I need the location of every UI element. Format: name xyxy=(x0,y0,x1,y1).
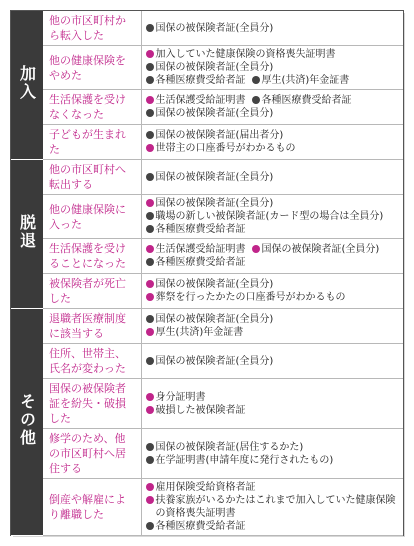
document-line xyxy=(146,256,400,269)
document-line xyxy=(146,142,400,155)
table-row xyxy=(11,429,403,479)
pink-bullet-icon xyxy=(146,328,154,336)
pink-bullet-icon xyxy=(146,293,154,301)
document-item xyxy=(146,494,400,520)
pink-bullet-icon xyxy=(146,406,154,414)
required-documents-cell xyxy=(141,125,403,160)
group-label: 脱退 xyxy=(17,214,37,250)
document-line xyxy=(146,107,400,120)
document-text: 国保の被保険者証(全員分) xyxy=(155,198,274,209)
document-text: 加入していた健康保険の資格喪失証明書 xyxy=(155,49,336,60)
document-text: 国保の被保険者証(全員分) xyxy=(155,171,274,183)
table-row xyxy=(11,479,403,536)
required-documents-cell xyxy=(141,379,403,429)
group-label-cell xyxy=(11,160,43,309)
document-line xyxy=(146,74,400,87)
document-line xyxy=(146,355,400,368)
document-line xyxy=(146,481,400,494)
document-item xyxy=(146,404,246,417)
document-item xyxy=(146,355,274,368)
gray-bullet-icon xyxy=(146,443,154,451)
document-line xyxy=(146,94,400,107)
procedures-table xyxy=(11,11,403,536)
document-line xyxy=(146,313,400,326)
document-item xyxy=(146,142,296,155)
table-row xyxy=(11,379,403,429)
document-line xyxy=(146,48,400,61)
situation-cell: 国保の被保険者証を紛失・破損した xyxy=(43,379,141,429)
document-item xyxy=(146,291,346,304)
gray-bullet-icon xyxy=(146,456,154,464)
document-line xyxy=(146,171,400,184)
document-item xyxy=(146,210,384,223)
situation-cell: 生活保護を受けなくなった xyxy=(43,90,141,125)
pink-bullet-icon xyxy=(252,245,260,253)
document-text: 扶養家族がいるかたはこれまで加入していた健康保険の資格喪失証明書 xyxy=(155,495,396,519)
gray-bullet-icon xyxy=(252,76,260,84)
document-item xyxy=(146,22,274,35)
required-documents-cell xyxy=(141,274,403,309)
pink-bullet-icon xyxy=(146,50,154,58)
document-item xyxy=(146,278,274,291)
gray-bullet-icon xyxy=(146,522,154,530)
document-item xyxy=(146,223,246,236)
document-text: 国保の被保険者証(全員分) xyxy=(261,244,380,255)
required-documents-cell xyxy=(141,160,403,195)
document-text: 国保の被保険者証(全員分) xyxy=(155,314,274,325)
table-row xyxy=(11,309,403,344)
table-row xyxy=(11,239,403,274)
document-text: 厚生(共済)年金証書 xyxy=(155,327,244,338)
document-text: 各種医療費受給者証 xyxy=(155,521,246,532)
situation-cell: 他の市区町村から転入した xyxy=(43,11,141,46)
pink-bullet-icon xyxy=(146,96,154,104)
situation-cell: 倒産や解雇により離職した xyxy=(43,479,141,536)
document-text: 国保の被保険者証(全員分) xyxy=(155,108,274,119)
gray-bullet-icon xyxy=(146,225,154,233)
gray-bullet-icon xyxy=(146,131,154,139)
required-documents-cell xyxy=(141,239,403,274)
situation-cell: 他の健康保険をやめた xyxy=(43,46,141,90)
document-line xyxy=(146,278,400,291)
gray-bullet-icon xyxy=(146,24,154,32)
document-text: 各種医療費受給者証 xyxy=(155,75,246,86)
gray-bullet-icon xyxy=(146,258,154,266)
situation-cell: 退職者医療制度に該当する xyxy=(43,309,141,344)
document-item xyxy=(146,481,256,494)
document-item xyxy=(146,391,206,404)
document-item xyxy=(146,48,336,61)
document-text: 破損した被保険者証 xyxy=(155,404,246,416)
document-text: 各種医療費受給者証 xyxy=(155,224,246,235)
pink-bullet-icon xyxy=(146,245,154,253)
document-text: 国保の被保険者証(全員分) xyxy=(155,279,274,290)
document-text: 葬祭を行ったかたの口座番号がわかるもの xyxy=(155,292,346,303)
situation-cell: 生活保護を受けることになった xyxy=(43,239,141,274)
pink-bullet-icon xyxy=(146,483,154,491)
situation-cell: 住所、世帯主、氏名が変わった xyxy=(43,344,141,379)
required-documents-cell xyxy=(141,90,403,125)
document-line xyxy=(146,326,400,339)
document-text: 身分証明書 xyxy=(155,391,206,403)
gray-bullet-icon xyxy=(146,173,154,181)
group-label-cell xyxy=(11,11,43,160)
pink-bullet-icon xyxy=(146,496,154,504)
document-item xyxy=(252,94,352,107)
document-line xyxy=(146,454,400,467)
document-line xyxy=(146,197,400,210)
document-line xyxy=(146,22,400,35)
document-text: 世帯主の口座番号がわかるもの xyxy=(155,143,296,154)
pink-bullet-icon xyxy=(146,144,154,152)
document-line xyxy=(146,243,400,256)
situation-cell: 他の市区町村へ転出する xyxy=(43,160,141,195)
pink-bullet-icon xyxy=(146,280,154,288)
table-row xyxy=(11,195,403,239)
table-row xyxy=(11,90,403,125)
situation-cell: 修学のため、他の市区町村へ居住する xyxy=(43,429,141,479)
document-item xyxy=(146,74,246,87)
document-line xyxy=(146,441,400,454)
gray-bullet-icon xyxy=(146,315,154,323)
document-line xyxy=(146,210,400,223)
document-line xyxy=(146,129,400,142)
document-line xyxy=(146,291,400,304)
document-item xyxy=(146,256,246,269)
document-text: 国保の被保険者証(届出者分) xyxy=(155,130,284,141)
situation-cell: 他の健康保険に入った xyxy=(43,195,141,239)
document-text: 国保の被保険者証(全員分) xyxy=(155,62,274,73)
document-text: 各種医療費受給者証 xyxy=(261,95,352,106)
pink-bullet-icon xyxy=(146,199,154,207)
table-row xyxy=(11,274,403,309)
gray-bullet-icon xyxy=(146,63,154,71)
pink-bullet-icon xyxy=(146,393,154,401)
document-item xyxy=(146,454,334,467)
document-line xyxy=(146,61,400,74)
document-item xyxy=(146,441,304,454)
document-item xyxy=(146,326,244,339)
situation-cell: 子どもが生まれた xyxy=(43,125,141,160)
document-line xyxy=(146,223,400,236)
document-item xyxy=(146,313,274,326)
table-row xyxy=(11,344,403,379)
gray-bullet-icon xyxy=(146,76,154,84)
document-item xyxy=(146,171,274,184)
document-item xyxy=(146,243,246,256)
document-text: 国保の被保険者証(全員分) xyxy=(155,355,274,367)
required-documents-cell xyxy=(141,46,403,90)
situation-cell: 被保険者が死亡した xyxy=(43,274,141,309)
table-row xyxy=(11,46,403,90)
required-documents-cell xyxy=(141,11,403,46)
document-item xyxy=(146,197,274,210)
document-item xyxy=(146,129,284,142)
gray-bullet-icon xyxy=(146,357,154,365)
document-text: 国保の被保険者証(居住するかた) xyxy=(155,441,304,453)
document-text: 厚生(共済)年金証書 xyxy=(261,75,350,86)
group-label: 加入 xyxy=(17,65,37,101)
gray-bullet-icon xyxy=(252,96,260,104)
document-item xyxy=(146,94,246,107)
document-line xyxy=(146,520,400,533)
document-text: 国保の被保険者証(全員分) xyxy=(155,22,274,34)
document-text: 雇用保険受給資格者証 xyxy=(155,482,256,493)
procedures-table-frame xyxy=(10,10,404,536)
gray-bullet-icon xyxy=(146,109,154,117)
table-row xyxy=(11,125,403,160)
document-item xyxy=(146,61,274,74)
document-text: 生活保護受給証明書 xyxy=(155,244,246,255)
required-documents-cell xyxy=(141,195,403,239)
document-item xyxy=(146,107,274,120)
document-text: 在学証明書(申請年度に発行されたもの) xyxy=(155,454,334,466)
document-text: 職場の新しい被保険者証(カード型の場合は全員分) xyxy=(155,211,384,222)
document-line xyxy=(146,391,400,404)
table-row xyxy=(11,11,403,46)
document-line xyxy=(146,494,400,520)
gray-bullet-icon xyxy=(146,212,154,220)
table-row xyxy=(11,160,403,195)
required-documents-cell xyxy=(141,309,403,344)
document-item xyxy=(252,74,350,87)
document-text: 各種医療費受給者証 xyxy=(155,257,246,268)
group-label: その他 xyxy=(17,393,37,447)
required-documents-cell xyxy=(141,479,403,536)
document-line xyxy=(146,404,400,417)
group-label-cell xyxy=(11,309,43,536)
document-item xyxy=(252,243,380,256)
required-documents-cell xyxy=(141,344,403,379)
required-documents-cell xyxy=(141,429,403,479)
document-item xyxy=(146,520,246,533)
document-text: 生活保護受給証明書 xyxy=(155,95,246,106)
